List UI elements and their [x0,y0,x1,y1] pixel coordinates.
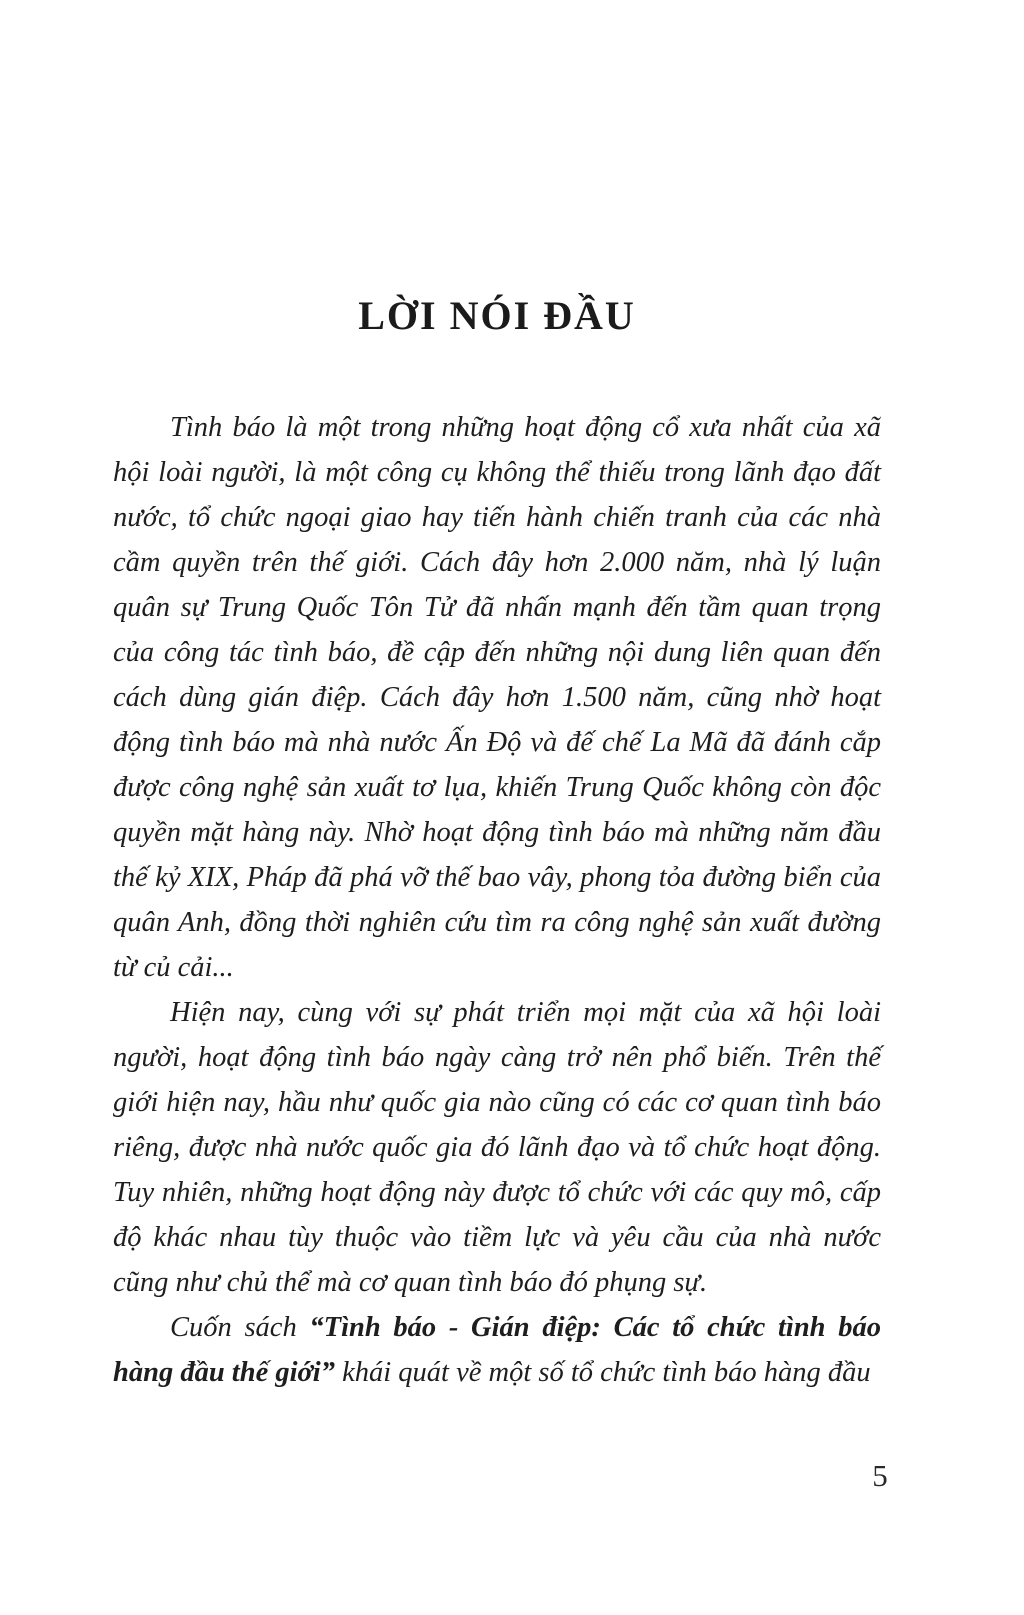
paragraph-book-intro [113,1305,881,1395]
paragraph-book-intro-suffix: khái quát về một số tổ chức tình báo hàng đầu [334,1357,871,1388]
body-text [113,405,881,1395]
page-number: 5 [872,1458,888,1493]
paragraph-book-intro-prefix: Cuốn sách [170,1312,310,1343]
paragraph-present-day: Hiện nay, cùng với sự phát triển mọi mặt của xã hội loài người, hoạt động tình báo ngày càng trở nên phổ biến. Trên thế giới hiện nay, hầu như quốc gia nào cũng có các cơ quan tình báo riêng, được nhà nước quốc gia đó lãnh đạo và tổ chức hoạt động. Tuy nhiên, những hoạt động này được tổ chức với các quy mô, cấp độ khác nhau tùy thuộc vào tiềm lực và yêu cầu của nhà nước cũng như chủ thể mà cơ quan tình báo đó phụng sự. [113,997,881,1298]
book-title-emphasis: “Tình báo - Gián điệp: Các tổ chức tình báo hàng đầu thế giới” [113,1312,881,1388]
page-title: LỜI NÓI ĐẦU [358,293,636,338]
paragraph-intro: Tình báo là một trong những hoạt động cổ xưa nhất của xã hội loài người, là một công cụ không thể thiếu trong lãnh đạo đất nước, tổ chức ngoại giao hay tiến hành chiến tranh của các nhà cầm quyền trên thế giới. Cách đây hơn 2.000 năm, nhà lý luận quân sự Trung Quốc Tôn Tử đã nhấn mạnh đến tầm quan trọng của công tác tình báo, đề cập đến những nội dung liên quan đến cách dùng gián điệp. Cách đây hơn 1.500 năm, cũng nhờ hoạt động tình báo mà nhà nước Ấn Độ và đế chế La Mã đã đánh cắp được công nghệ sản xuất tơ lụa, khiến Trung Quốc không còn độc quyền mặt hàng này. Nhờ hoạt động tình báo mà những năm đầu thế kỷ XIX, Pháp đã phá vỡ thế bao vây, phong tỏa đường biển của quân Anh, đồng thời nghiên cứu tìm ra công nghệ sản xuất đường từ củ cải... [113,412,881,983]
